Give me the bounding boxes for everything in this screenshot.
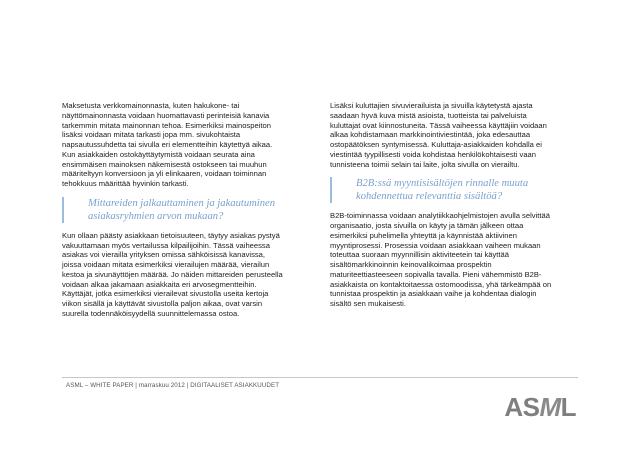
footer-text: ASML – WHITE PAPER | marraskuu 2012 | DIGITAALISET ASIAKKUUDET [66, 382, 280, 389]
left-column [62, 101, 322, 319]
asml-logo [504, 392, 576, 423]
footer-divider [62, 377, 578, 378]
left-paragraph-1: Maksetusta verkkomainonnasta, kuten hakukone- tai näyttömainonnasta voidaan huomattavasti perinteisiä kanavia tarkemmin mitata mainonnan tehoa. Esimerkiksi mainospeiton lisäksi voidaan mitata tarkasti jopa mm. sivukohtaista napsautussuhdetta tai sivulla eri elementteihin käytettyä aikaa. Kun asiakkaiden ostokäyttäytymistä voidaan seurata aina ensimmäisen mainoksen näkemisestä ostokseen tai muuhun määriteltyyn konversioon ja yli elinkaaren, voidaan toiminnan tehokkuus määrittää hyvinkin tarkasti. [62, 101, 273, 188]
logo-part-l: L [560, 392, 576, 422]
right-pull-quote: B2B:ssä myyntisisältöjen rinnalle muuta kohdennettua relevanttia sisältöä? [330, 177, 590, 203]
right-paragraph-2: B2B-toiminnassa voidaan analytiikkaohjelmistojen avulla selvittää organisaatio, josta sivuilla on käyty ja tämän jälkeen ottaa esimerkiksi puhelimella yhteyttä ja käynnistää aktiivinen myyntiprosessi. Prosessia voidaan asiakkaan vaiheen mukaan toteuttaa suoraan myynnillisin aktiviteetein tai käyttää sisältömarkkinoinnin keinovalikoimaa prospektin maturiteettiasteeseen sopivalla tavalla. Pieni vähemmistö B2B- asiakkaista on kontaktoitaessa ostomoodissa, yhä tärkeämpää on tunnistaa prospektin ja asiakkaan vaihe ja kohdentaa dialogin sisältö sen mukaisesti. [330, 211, 552, 308]
logo-part-as: AS [504, 392, 540, 422]
left-pull-quote: Mittareiden jalkauttaminen ja jakautuminen asiakasryhmien arvon mukaan? [62, 197, 322, 223]
right-column [330, 101, 590, 309]
right-paragraph-1: Lisäksi kuluttajien sivuvierailuista ja sivuilla käytetystä ajasta saadaan hyvä kuva mistä asioista, tuotteista tai palveluista kuluttajat ovat kiinnostuneita. Tässä vaiheessa käyttäjiin voidaan alkaa kohdistamaan markkinointiviestintää, joka edesauttaa ostopäätöksen syntymisessä. Kuluttaja-asiakkaiden kohdalla ei viestintää tyypillisesti voida kohdistaa henkilökohtaisesti vaan tunnisteena toimii selain tai laite, jolta sivulla on vierailtu. [330, 101, 547, 169]
logo-part-m: M [539, 392, 561, 422]
left-paragraph-2: Kun ollaan päästy asiakkaan tietoisuuteen, täytyy asiakas pystyä vakuuttamaan myös vertailussa kilpailijoihin. Tässä vaiheessa asiakas voi vierailla yrityksen omissa sähköisissä kanavissa, joissa voidaan mitata esimerkiksi vierailujen määrää, vierailun kestoa ja sivunäyttöjen määrää. Jo näiden mittareiden perusteella voidaan alkaa jakamaan asiakkaita eri arvosegmentteihin. Käyttäjät, jotka esimerkiksi vierailevat sivustolla useita kertoja viikon sisällä ja käyttävät sivustolla paljon aikaa, ovat varsin suurella todennäköisyydellä suunnittelemassa ostoa. [62, 230, 283, 318]
